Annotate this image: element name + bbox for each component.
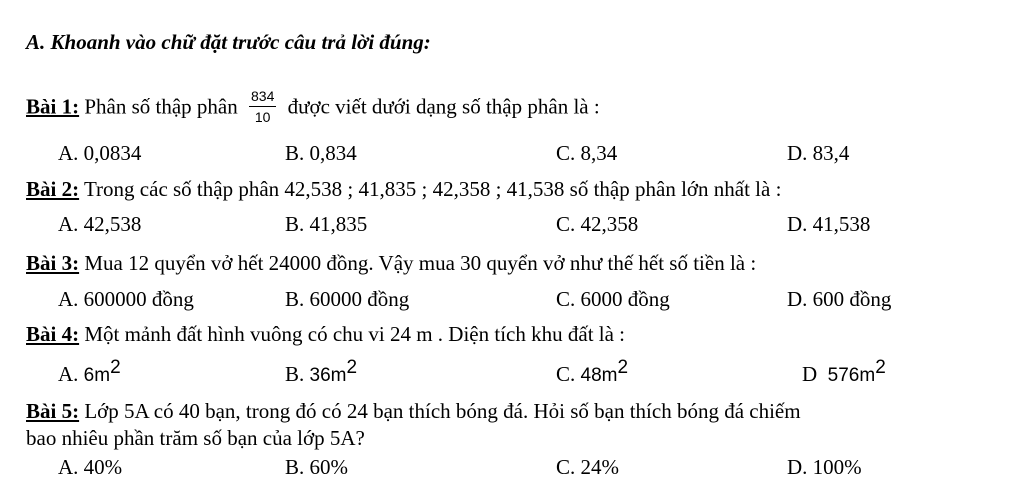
question-2-option-a[interactable]: A. 42,538 [58, 212, 142, 236]
question-4-text: Một mảnh đất hình vuông có chu vi 24 m . Diện tích khu đất là : [84, 322, 626, 346]
option-exponent: 2 [346, 357, 358, 378]
question-2-option-c[interactable]: C. 42,358 [556, 212, 639, 236]
question-5 [26, 399, 801, 423]
question-1-option-a[interactable]: A. 0,0834 [58, 141, 142, 165]
option-exponent: 2 [110, 357, 121, 378]
question-3-text: Mua 12 quyển vở hết 24000 đồng. Vậy mua 30 quyển vở như thế hết số tiền là : [84, 251, 757, 275]
fraction-denominator: 10 [254, 109, 271, 125]
option-letter: A. [58, 362, 79, 386]
question-5-option-d[interactable]: D. 100% [787, 455, 862, 479]
option-value: 48m [580, 365, 618, 386]
question-2-option-b[interactable]: B. 41,835 [285, 212, 368, 236]
question-5-option-a[interactable]: A. 40% [58, 455, 123, 479]
question-2-option-d[interactable]: D. 41,538 [787, 212, 871, 236]
question-2-label: Bài 2: [26, 177, 80, 201]
question-1 [26, 90, 600, 127]
fraction-numerator: 834 [249, 88, 276, 107]
question-5-option-b[interactable]: B. 60% [285, 455, 348, 479]
question-5-text-line2: bao nhiêu phần trăm số bạn của lớp 5A? [26, 426, 365, 450]
question-3-option-c[interactable]: C. 6000 đồng [556, 287, 670, 311]
option-exponent: 2 [875, 357, 886, 378]
option-letter: C. [556, 362, 576, 386]
question-2 [26, 177, 781, 201]
question-1-fraction [249, 88, 276, 125]
option-letter: B. [285, 362, 305, 386]
question-4-option-b[interactable] [285, 357, 358, 388]
question-1-option-d[interactable]: D. 83,4 [787, 141, 850, 165]
question-5-label: Bài 5: [26, 399, 80, 423]
question-3-option-d[interactable]: D. 600 đồng [787, 287, 892, 311]
question-2-text: Trong các số thập phân 42,538 ; 41,835 ; 42,358 ; 41,538 số thập phân lớn nhất là : [83, 177, 782, 201]
question-1-label: Bài 1: [26, 94, 80, 119]
question-1-option-b[interactable]: B. 0,834 [285, 141, 357, 165]
option-exponent: 2 [617, 357, 629, 378]
question-4-option-d[interactable] [802, 357, 886, 388]
question-4 [26, 322, 625, 346]
option-letter: D [802, 362, 818, 386]
option-value: 36m [309, 365, 347, 386]
question-1-text-before: Phân số thập phân [84, 94, 238, 119]
option-value: 576m [827, 365, 876, 386]
question-1-option-c[interactable]: C. 8,34 [556, 141, 618, 165]
question-3-option-a[interactable]: A. 600000 đồng [58, 287, 194, 311]
question-3-option-b[interactable]: B. 60000 đồng [285, 287, 410, 311]
question-3-label: Bài 3: [26, 251, 80, 275]
question-4-option-c[interactable] [556, 357, 629, 388]
option-value: 6m [83, 365, 111, 386]
question-5-text: Lớp 5A có 40 bạn, trong đó có 24 bạn thích bóng đá. Hỏi số bạn thích bóng đá chiếm [84, 399, 801, 423]
section-heading: A. Khoanh vào chữ đặt trước câu trả lời đúng: [26, 30, 431, 54]
question-3 [26, 251, 756, 275]
question-5-option-c[interactable]: C. 24% [556, 455, 619, 479]
question-4-label: Bài 4: [26, 322, 80, 346]
question-4-option-a[interactable] [58, 357, 121, 388]
question-1-text-after: được viết dưới dạng số thập phân là : [287, 94, 600, 119]
